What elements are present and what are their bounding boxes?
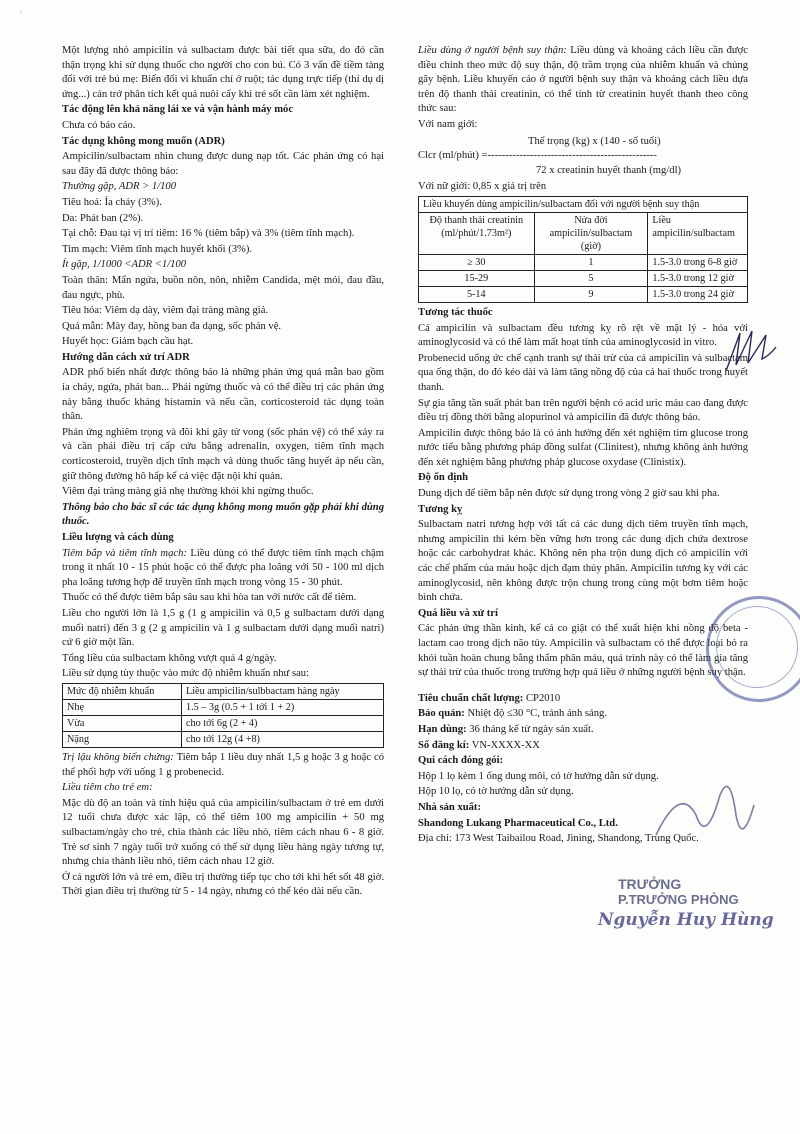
dosage-max: Tổng liều của sulbactam không vượt quá 4 g/ngày.: [62, 652, 277, 664]
interaction-paragraph: Ampicilin được thông báo là có ảnh hưởng đến xét nghiệm tìm glucose trong nước tiểu bằng phương pháp đồng sulfat (Clinitest), nhưng không ảnh hưởng đến xét nghiệm bằng phương pháp glucose oxydase (Clinistix).: [418, 427, 748, 468]
corner-mark: ': [20, 10, 22, 20]
adr-management-heading: Hướng dẫn cách xử trí ADR: [62, 351, 190, 363]
adr-rare-item: Tiêu hóa: Viêm dạ dày, viêm đại tràng màng giả.: [62, 305, 269, 317]
table-header-cell: Mức độ nhiễm khuẩn: [63, 683, 182, 699]
breastfeeding-paragraph: Một lượng nhỏ ampicilin và sulbactam được bài tiết qua sữa, do đó cần thận trọng khi sử dụng thuốc cho người cho con bú. Có 3 vấn đề tiềm tàng đối với trẻ bú mẹ: Biến đổi vi khuẩn chí ở ruột; tác dụng trực tiếp (thí dụ dị ứng...) cản trở phân tích kết quả nuôi cấy khi trẻ sốt cần làm xét nghiệm.: [62, 45, 384, 100]
table-cell: 5-14: [419, 286, 535, 302]
overdose-text: Các phản ứng thần kinh, kể cả co giật có thể xuất hiện khi nồng độ beta - lactam cao trong dịch não tủy. Ampicilin và sulbactam có thể được loại bỏ ra khỏi tuần hoàn chung bằng thẩm phân máu, quá trình này có thể làm gia tăng sự thải trừ của thuốc trong trường hợp quá liều ở những người bệnh suy thận.: [418, 623, 748, 679]
renal-dose-paragraph: Liều dùng ở người bệnh suy thận: Liều dùng và khoảng cách liều cần được điều chỉnh theo mức độ suy thận, độ trầm trọng của nhiễm khuẩn và chủng gây bệnh. Liều khuyến cáo ở người bệnh suy thận và khoảng cách liều dựa trên độ thanh thải creatinin, có thể tính từ creatinin huyết thanh theo công thức sau:: [418, 45, 748, 115]
table-cell: 9: [534, 286, 648, 302]
table-header-row: [419, 212, 748, 254]
manufacturer-heading: Nhà sản xuất:: [418, 801, 481, 813]
stability-text: Dung dịch để tiêm bắp nên được sử dụng trong vòng 2 giờ sau khi pha.: [418, 488, 720, 500]
table-row: [63, 715, 384, 731]
table-row: [63, 699, 384, 715]
table-row: [63, 731, 384, 747]
dosage-deep-im: Thuốc có thể được tiêm bắp sâu sau khi hòa tan với nước cất để tiêm.: [62, 592, 357, 604]
table-cell: 1.5-3.0 trong 24 giờ: [648, 286, 748, 302]
table-cell: cho tới 6g (2 + 4): [182, 715, 384, 731]
table-cell: 5: [534, 270, 648, 286]
table-cell: Nặng: [63, 731, 182, 747]
driving-text: Chưa có báo cáo.: [62, 119, 136, 131]
adr-intro: Ampicilin/sulbactam nhìn chung được dung nạp tốt. Các phản ứng có hại sau đây đã được thông báo:: [62, 151, 384, 177]
adr-management-paragraph: ADR phổ biến nhất được thông báo là những phản ứng quá mẫn bao gồm ỉa chảy, ngứa, phát ban... Phải ngừng thuốc và có thể điều trị các phản ứng này bằng thuốc kháng histamin và nếu cần, corticosteroid tác dụng toàn thân.: [62, 367, 384, 423]
table-row: [419, 270, 748, 286]
incompatibility-text: Sulbactam natri tương hợp với tất cả các dung dịch tiêm truyền tĩnh mạch, nhưng ampicilin thì kém bền vững hơn trong các dung dịch chứa dextrose hoặc các carbohydrat khác. Không nên pha trộn dung dịch có ampicilin với các chế phẩm của máu hoặc dịch đạm thủy phân. Ampicilin tương kỵ với các aminoglycosid, nên không được trộn chung trong cùng một bơm tiêm hoặc bình chứa.: [418, 519, 748, 604]
manufacturer-address: Địa chỉ: 173 West Taibailou Road, Jining, Shandong, Trung Quốc.: [418, 833, 699, 845]
table-cell: 15-29: [419, 270, 535, 286]
table-header-cell: Nửa đời ampicilin/sulbactam (giờ): [534, 212, 648, 254]
treatment-duration-paragraph: Ở cả người lớn và trẻ em, điều trị thường tiếp tục cho tới khi hết sốt 48 giờ. Thời gian điều trị thường từ 5 - 14 ngày, nhưng có thể kéo dài nếu cần.: [62, 871, 384, 898]
table-row: [419, 286, 748, 302]
creatinine-formula: [418, 135, 748, 179]
registration-number: Số đăng kí: VN-XXXX-XX: [418, 739, 540, 751]
company-seal-inner-ring: [716, 606, 798, 688]
adr-common-item: Tim mạch: Viêm tĩnh mạch huyết khối (3%).: [62, 243, 253, 255]
table-header-row: [63, 683, 384, 699]
dosage-adult: Liều cho người lớn là 1,5 g (1 g ampicilin và 0,5 g sulbactam dưới dạng muối natri) đến 3 g (2 g ampicilin và 1 g sulbactam dưới dạng muối natri) cứ 6 giờ một lần.: [62, 607, 384, 649]
packaging-heading: Qui cách đóng gói:: [418, 755, 504, 767]
table-cell: Nhẹ: [63, 699, 182, 715]
table-cell: 1.5 – 3g (0.5 + 1 tới 1 + 2): [182, 699, 384, 715]
adr-management-paragraph: Viêm đại tràng màng giả nhẹ thường khỏi khi ngừng thuốc.: [62, 486, 314, 498]
table-header-cell: Liều ampicilin/sulbactam: [648, 212, 748, 254]
adr-management-paragraph: Phản ứng nghiêm trọng và đôi khi gây tử vong (sốc phản vệ) có thể xảy ra và cần phải điều trị cấp cứu bằng adrenalin, oxygen, tiêm tĩnh mạch corticosteroid, truyền dịch tĩnh mạch và dùng thuốc tăng huyết áp nếu cần, giữ thông đường hô hấp kể cả việc đặt nội khí quản.: [62, 426, 384, 482]
storage: Bảo quản: Nhiệt độ ≤30 °C, tránh ánh sáng.: [418, 708, 607, 720]
manufacturer-name: Shandong Lukang Pharmaceutical Co., Ltd.: [418, 817, 618, 829]
packaging-item: Hộp 1 lọ kèm 1 ống dung môi, có tờ hướng dẫn sử dụng.: [418, 770, 659, 782]
dosage-im-iv: Tiêm bắp và tiêm tĩnh mạch: Liều dùng có thể được tiêm tĩnh mạch chậm trong ít nhất 10 - 15 phút hoặc có thể được pha loãng với 50 - 100 ml dịch pha loãng tương hợp để truyền tĩnh mạch trong vòng 15 - 30 phút.: [62, 547, 384, 588]
table-cell: ≥ 30: [419, 254, 535, 270]
child-dose-paragraph: Mặc dù độ an toàn và tính hiệu quả của ampicilin/sulbactam ở trẻ em dưới 12 tuổi chưa được xác lập, có thể tiêm 100 mg ampicilin + 50 mg sulbactam/ngày cho trẻ, chia thành các liều nhỏ, tiêm cách nhau 6 - 8 giờ. Trẻ sơ sinh 7 ngày tuổi trở xuống có thể sử dụng liều hàng ngày tương tự, nhưng chia thành liều nhỏ, tiêm cách nhau 12 giờ.: [62, 797, 384, 868]
formula-lhs: Clcr (ml/phút) =: [418, 150, 488, 162]
severity-dose-table: [62, 683, 384, 748]
renal-dose-table: [418, 196, 748, 303]
left-column: [62, 44, 384, 901]
interaction-paragraph: Probenecid uống ức chế cạnh tranh sự thải trừ của cả ampicilin và sulbactam qua ống thận, do đó kéo dài và làm tăng nồng độ của cả hai thuốc trong huyết thanh.: [418, 352, 748, 393]
signatory-title: TRƯỞNG: [618, 876, 682, 892]
male-label: Với nam giới:: [418, 118, 478, 130]
adr-common-label: Thường gặp, ADR > 1/100: [62, 181, 177, 193]
interaction-paragraph: Cả ampicilin và sulbactam đều tương kỵ rõ rệt về mặt lý - hóa với aminoglycosid và có thể làm mất hoạt tính của aminoglycosid in vitro.: [418, 322, 748, 349]
signature-mark: [722, 325, 782, 375]
dosage-heading: Liều lượng và cách dùng: [62, 532, 174, 543]
signatory-name: Nguyễn Huy Hùng: [598, 910, 774, 930]
table-cell: cho tới 12g (4 +8): [182, 731, 384, 747]
table-row: [419, 254, 748, 270]
adr-rare-item: Huyết học: Giảm bạch cầu hạt.: [62, 336, 194, 348]
dosage-table-intro: Liều sử dụng tùy thuộc vào mức độ nhiễm khuẩn như sau:: [62, 668, 310, 680]
formula-fraction-line: ------------------------------------------------: [487, 150, 657, 162]
table-title: Liều khuyến dùng ampicilin/sulbactam đối với người bệnh suy thận: [419, 196, 748, 212]
adr-heading: Tác dụng không mong muốn (ADR): [62, 135, 225, 147]
adr-common-item: Tiêu hoá: Ỉa chảy (3%).: [62, 196, 162, 208]
interaction-paragraph: Sự gia tăng tần suất phát ban trên người bệnh có acid uric máu cao đang được điều trị đồng thời bằng alopurinol và ampicilin đã được thông báo.: [418, 397, 748, 424]
table-cell: 1.5-3.0 trong 6-8 giờ: [648, 254, 748, 270]
adr-common-item: Tại chỗ: Đau tại vị trí tiêm: 16 % (tiêm bắp) và 3% (tiêm tĩnh mạch).: [62, 228, 355, 240]
driving-heading: Tác động lên khả năng lái xe và vận hành máy móc: [62, 104, 294, 116]
female-label: Với nữ giới: 0,85 x giá trị trên: [418, 181, 547, 193]
table-header-cell: Độ thanh thải creatinin (ml/phút/1.73m²): [419, 212, 535, 254]
child-dose-label: Liều tiêm cho trẻ em:: [62, 782, 153, 794]
adr-common-item: Da: Phát ban (2%).: [62, 212, 144, 224]
adr-rare-label: Ít gặp, 1/1000 <ADR <1/100: [62, 259, 187, 271]
signature-mark: [650, 775, 760, 865]
interaction-heading: Tương tác thuốc: [418, 306, 493, 318]
adr-rare-item: Toàn thân: Mẩn ngứa, buồn nôn, nôn, nhiễm Candida, mệt mỏi, đau đầu, đau ngực, phù.: [62, 274, 384, 301]
notify-doctor-note: Thông báo cho bác sĩ các tác dụng không mong muốn gặp phải khi dùng thuốc.: [62, 501, 384, 528]
quality-standard: Tiêu chuẩn chất lượng: CP2010: [418, 692, 561, 704]
table-cell: Vừa: [63, 715, 182, 731]
adr-rare-item: Quá mẫn: Mày đay, hồng ban đa dạng, sốc phản vệ.: [62, 320, 282, 332]
expiry: Hạn dùng: 36 tháng kể từ ngày sản xuất.: [418, 723, 594, 735]
table-cell: 1: [534, 254, 648, 270]
packaging-item: Hộp 10 lọ, có tờ hướng dẫn sử dụng.: [418, 786, 574, 798]
incompatibility-heading: Tương kỵ: [418, 503, 463, 515]
formula-denominator: 72 x creatinin huyết thanh (mg/dl): [536, 164, 682, 176]
right-column: [418, 44, 748, 848]
table-cell: 1.5-3.0 trong 12 giờ: [648, 270, 748, 286]
overdose-heading: Quá liều và xử trí: [418, 607, 498, 619]
table-header-cell: Liều ampicilin/sulbbactam hàng ngày: [182, 683, 384, 699]
formula-numerator: Thể trọng (kg) x (140 - số tuổi): [528, 135, 661, 147]
stability-heading: Độ ổn định: [418, 472, 469, 484]
signatory-title: P.TRƯỞNG PHÒNG: [618, 892, 739, 907]
gonorrhea-dose: Trị lậu không biến chứng: Tiêm bắp 1 liều duy nhất 1,5 g hoặc 3 g hoặc có thể phối hợp với uống 1 g probenecid.: [62, 751, 384, 778]
